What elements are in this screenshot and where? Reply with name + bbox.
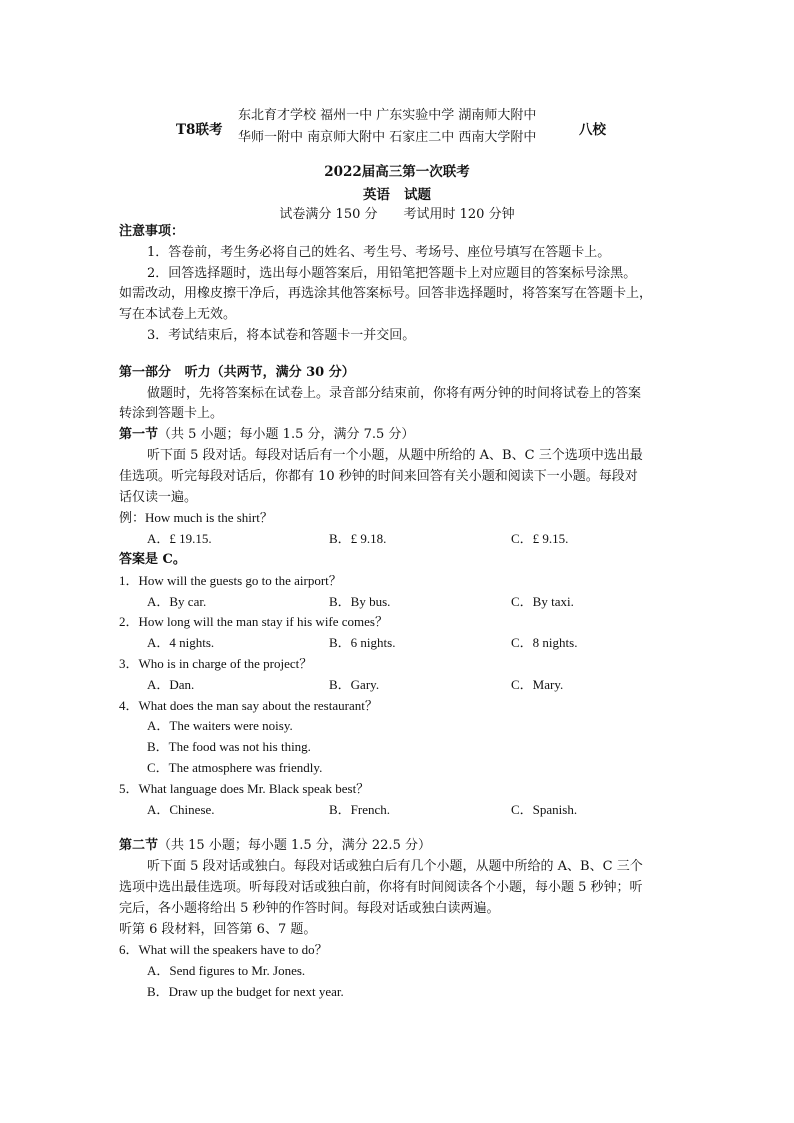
question-4-option-b: B．The food was not his thing. <box>147 739 311 755</box>
eight-schools-label: 八校 <box>579 122 606 138</box>
example-answer: 答案是 C。 <box>119 551 186 567</box>
question-3: 3．Who is in charge of the project？ <box>119 655 313 671</box>
question-3-option-b: B．Gary. <box>329 676 380 692</box>
question-1-options <box>119 592 679 613</box>
question-5: 5．What language does Mr. Black speak best？ <box>119 780 370 796</box>
time-limit: 考试用时 120 分钟 <box>403 207 515 222</box>
exam-title: 2022届高三第一次联考 <box>324 164 470 180</box>
section2-intro-line-2: 选项中选出最佳选项。听每段对话或独白前，你将有时间阅读各个小题，每小题 5 秒钟；听 <box>119 879 643 895</box>
example-options <box>119 529 679 550</box>
school-line-1: 东北育才学校 福州一中 广东实验中学 湖南师大附中 <box>238 108 537 123</box>
section1-heading <box>119 425 679 446</box>
notes-heading: 注意事项： <box>119 224 185 239</box>
section1-intro-line-3: 话仅读一遍。 <box>119 489 198 505</box>
part1-heading: 第一部分 听力（共两节，满分 30 分） <box>119 364 355 380</box>
question-3-options <box>119 675 679 696</box>
part1-intro-line-1: 做题时，先将答案标在试卷上。录音部分结束前，你将有两分钟的时间将试卷上的答案 <box>147 385 642 401</box>
part1-intro-line-2: 转涂到答题卡上。 <box>119 406 224 422</box>
section1-heading-label: 第一节 <box>119 427 159 443</box>
section2-intro-line-3: 完后，各小题将给出 5 秒钟的作答时间。每段对话或独白读两遍。 <box>119 900 500 916</box>
question-2-option-b: B．6 nights. <box>329 635 396 651</box>
question-3-option-a: A．Dan. <box>147 676 195 692</box>
example-option-a: A．£ 19.15. <box>147 531 212 547</box>
question-2: 2．How long will the man stay if his wife comes？ <box>119 614 388 630</box>
question-2-option-c: C．8 nights. <box>511 635 578 651</box>
question-1-option-b: B．By bus. <box>329 593 391 609</box>
question-6-option-b: B．Draw up the budget for next year. <box>147 983 344 999</box>
school-list <box>238 105 536 149</box>
question-6-option-a: A．Send figures to Mr. Jones. <box>147 963 306 979</box>
example-question: 例：How much is the shirt？ <box>119 510 273 526</box>
section2-heading <box>119 836 679 857</box>
example-option-c: C．£ 9.15. <box>511 531 569 547</box>
question-6: 6．What will the speakers have to do？ <box>119 942 328 958</box>
question-5-option-a: A．Chinese. <box>147 801 215 817</box>
example-option-b: B．£ 9.18. <box>329 531 387 547</box>
section1-intro-line-2: 佳选项。听完每段对话后，你都有 10 秒钟的时间来回答有关小题和阅读下一小题。每段对 <box>119 468 638 484</box>
material-6-instruction: 听第 6 段材料，回答第 6、7 题。 <box>119 921 317 937</box>
note-item-2-line-1: 2．回答选择题时，选出每小题答案后，用铅笔把答题卡上对应题目的答案标号涂黑。 <box>147 265 637 281</box>
note-item-3: 3．考试结束后，将本试卷和答题卡一并交回。 <box>147 327 416 343</box>
exam-content <box>119 222 679 1003</box>
question-5-options <box>119 800 679 821</box>
full-score: 试卷满分 150 分 <box>279 207 378 222</box>
question-4: 4．What does the man say about the restaurant？ <box>119 697 378 713</box>
section1-intro-line-1: 听下面 5 段对话。每段对话后有一个小题，从题中所给的 A、B、C 三个选项中选出最 <box>147 447 643 463</box>
question-5-option-b: B．French. <box>329 801 391 817</box>
section1-heading-rest: （共 5 小题；每小题 1.5 分，满分 7.5 分） <box>158 427 415 443</box>
subject-title: 英语 试题 <box>362 187 432 203</box>
question-3-option-c: C．Mary. <box>511 676 564 692</box>
union-label: T8联考 <box>176 122 223 138</box>
section2-heading-rest: （共 15 小题；每小题 1.5 分，满分 22.5 分） <box>158 838 431 854</box>
exam-header <box>0 105 794 149</box>
note-item-2-line-3: 写在本试卷上无效。 <box>119 307 237 323</box>
school-line-2: 华师一附中 南京师大附中 石家庄二中 西南大学附中 <box>238 130 537 145</box>
score-time-line <box>0 203 794 222</box>
question-4-option-a: A．The waiters were noisy. <box>147 718 293 734</box>
section2-heading-label: 第二节 <box>119 838 159 854</box>
section2-intro-line-1: 听下面 5 段对话或独白。每段对话或独白后有几个小题，从题中所给的 A、B、C 三个 <box>147 859 643 875</box>
note-item-1: 1．答卷前，考生务必将自己的姓名、考生号、考场号、座位号填写在答题卡上。 <box>147 244 611 260</box>
note-item-2-line-2: 如需改动，用橡皮擦干净后，再选涂其他答案标号。回答非选择题时，将答案写在答题卡上， <box>119 286 653 302</box>
question-1-option-c: C．By taxi. <box>511 593 574 609</box>
question-4-option-c: C．The atmosphere was friendly. <box>147 759 323 775</box>
question-2-option-a: A．4 nights. <box>147 635 215 651</box>
question-1: 1．How will the guests go to the airport？ <box>119 572 342 588</box>
question-5-option-c: C．Spanish. <box>511 801 578 817</box>
question-1-option-a: A．By car. <box>147 593 207 609</box>
question-2-options <box>119 633 679 654</box>
